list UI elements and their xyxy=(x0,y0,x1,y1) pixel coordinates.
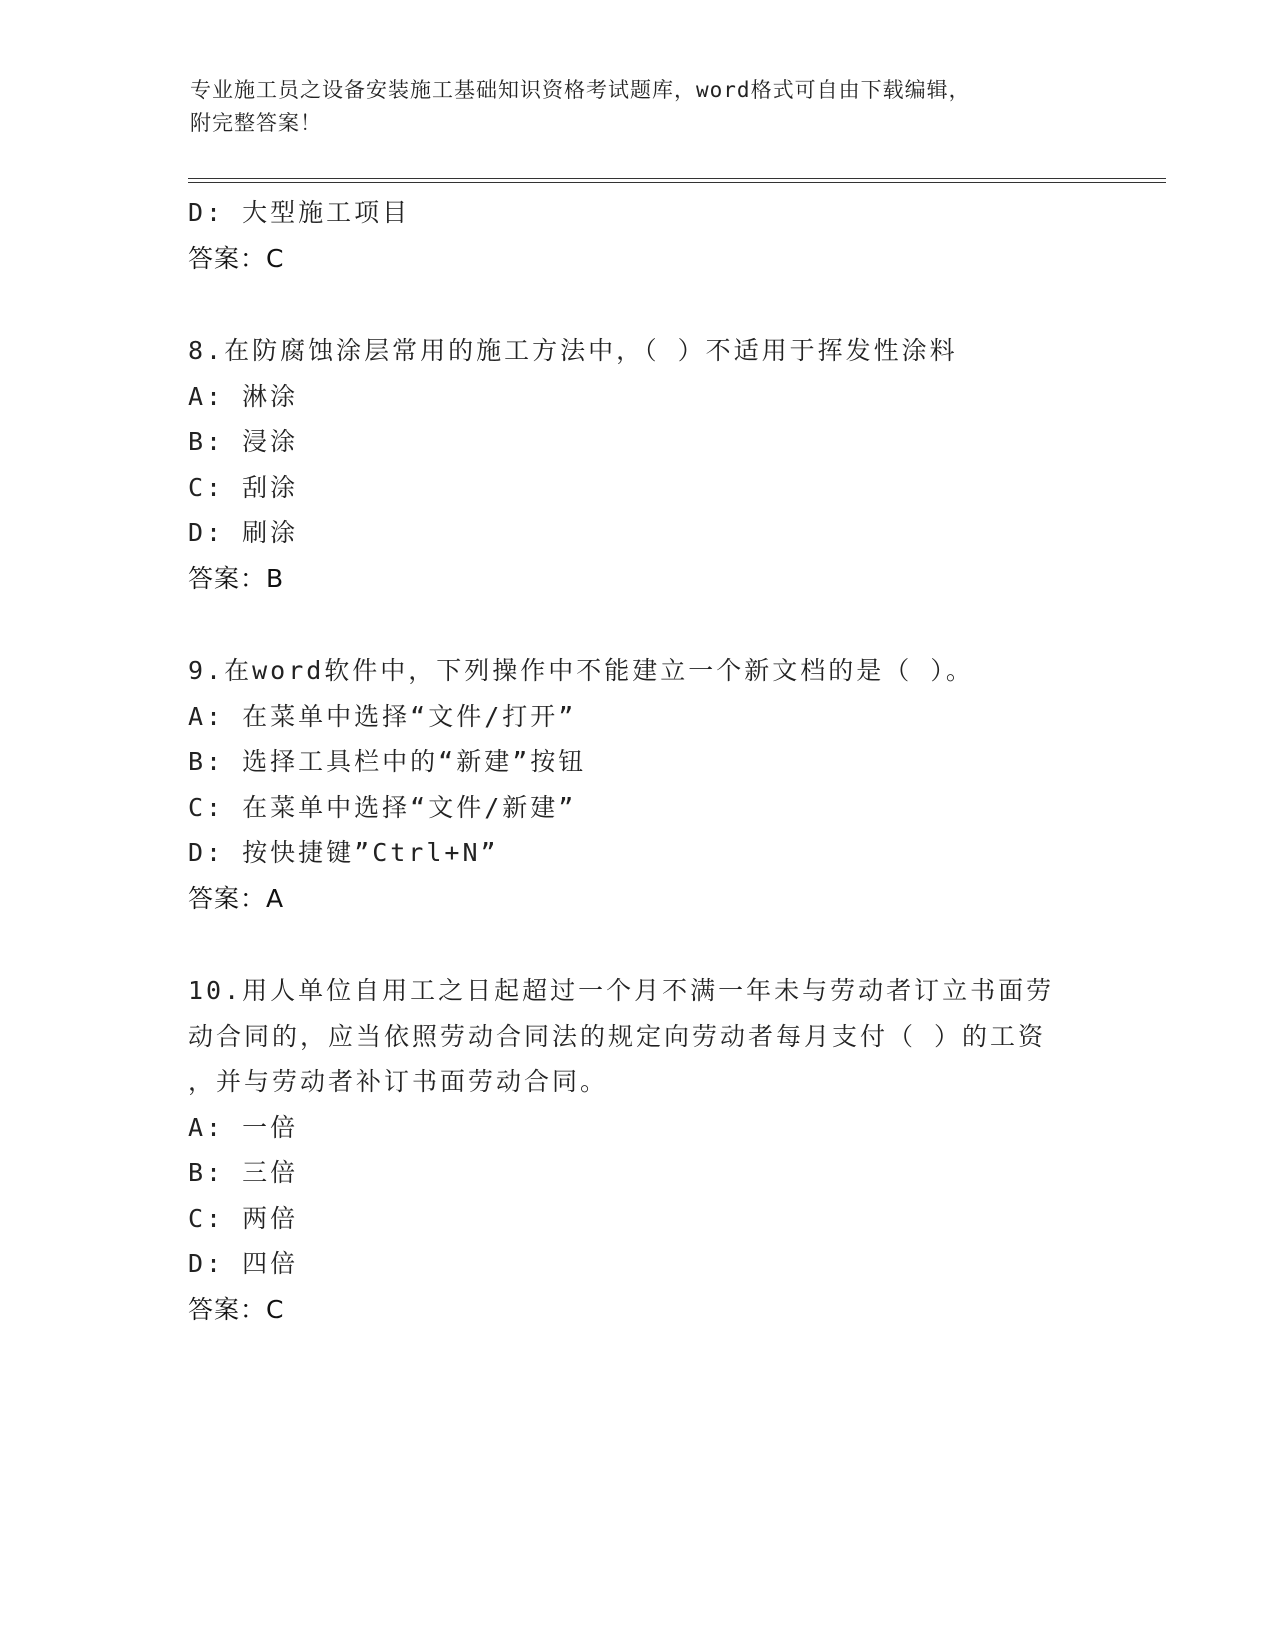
option-d: D: 大型施工项目 xyxy=(188,198,411,227)
spacer xyxy=(188,921,1168,968)
option-c: C: 在菜单中选择“文件/新建” xyxy=(188,792,577,822)
option-b: B: 三倍 xyxy=(188,1158,299,1187)
question-10 xyxy=(188,968,1168,1332)
question-text xyxy=(188,328,1168,374)
question-list xyxy=(188,190,1168,1332)
header-divider xyxy=(188,178,1166,183)
answer: 答案：C xyxy=(188,1294,285,1324)
question-line: 8.在防腐蚀涂层常用的施工方法中，（ ）不适用于挥发性涂料 xyxy=(188,336,958,365)
question-line: 动合同的，应当依照劳动合同法的规定向劳动者每月支付（ ）的工资 xyxy=(188,1021,1047,1051)
question-7-tail xyxy=(188,190,1168,281)
option-d: D: 四倍 xyxy=(188,1249,299,1278)
header-line-1: 专业施工员之设备安装施工基础知识资格考试题库，word格式可自由下载编辑， xyxy=(190,78,971,102)
header-line-2: 附完整答案！ xyxy=(190,111,322,135)
question-line: 9.在word软件中，下列操作中不能建立一个新文档的是（ ）。 xyxy=(188,656,974,685)
option-b: B: 选择工具栏中的“新建”按钮 xyxy=(188,747,587,776)
option-d: D: 按快捷键”Ctrl+N” xyxy=(188,838,499,867)
question-line: 10.用人单位自用工之日起超过一个月不满一年未与劳动者订立书面劳 xyxy=(188,976,1055,1005)
question-9 xyxy=(188,648,1168,921)
question-8 xyxy=(188,328,1168,601)
question-line: ，并与劳动者补订书面劳动合同。 xyxy=(188,1067,609,1096)
option-d: D: 刷涂 xyxy=(188,518,299,547)
option-c: C: 两倍 xyxy=(188,1203,299,1233)
answer: 答案：A xyxy=(188,883,285,913)
spacer xyxy=(188,601,1168,648)
answer: 答案：B xyxy=(188,563,285,593)
option-a: A: 一倍 xyxy=(188,1112,299,1142)
answer: 答案：C xyxy=(188,243,285,273)
option-a: A: 淋涂 xyxy=(188,381,299,411)
question-text xyxy=(188,968,1168,1105)
question-text xyxy=(188,648,1168,694)
option-c: C: 刮涂 xyxy=(188,472,299,502)
option-b: B: 浸涂 xyxy=(188,427,299,456)
spacer xyxy=(188,281,1168,328)
option-a: A: 在菜单中选择“文件/打开” xyxy=(188,701,577,731)
document-header xyxy=(190,74,1070,140)
